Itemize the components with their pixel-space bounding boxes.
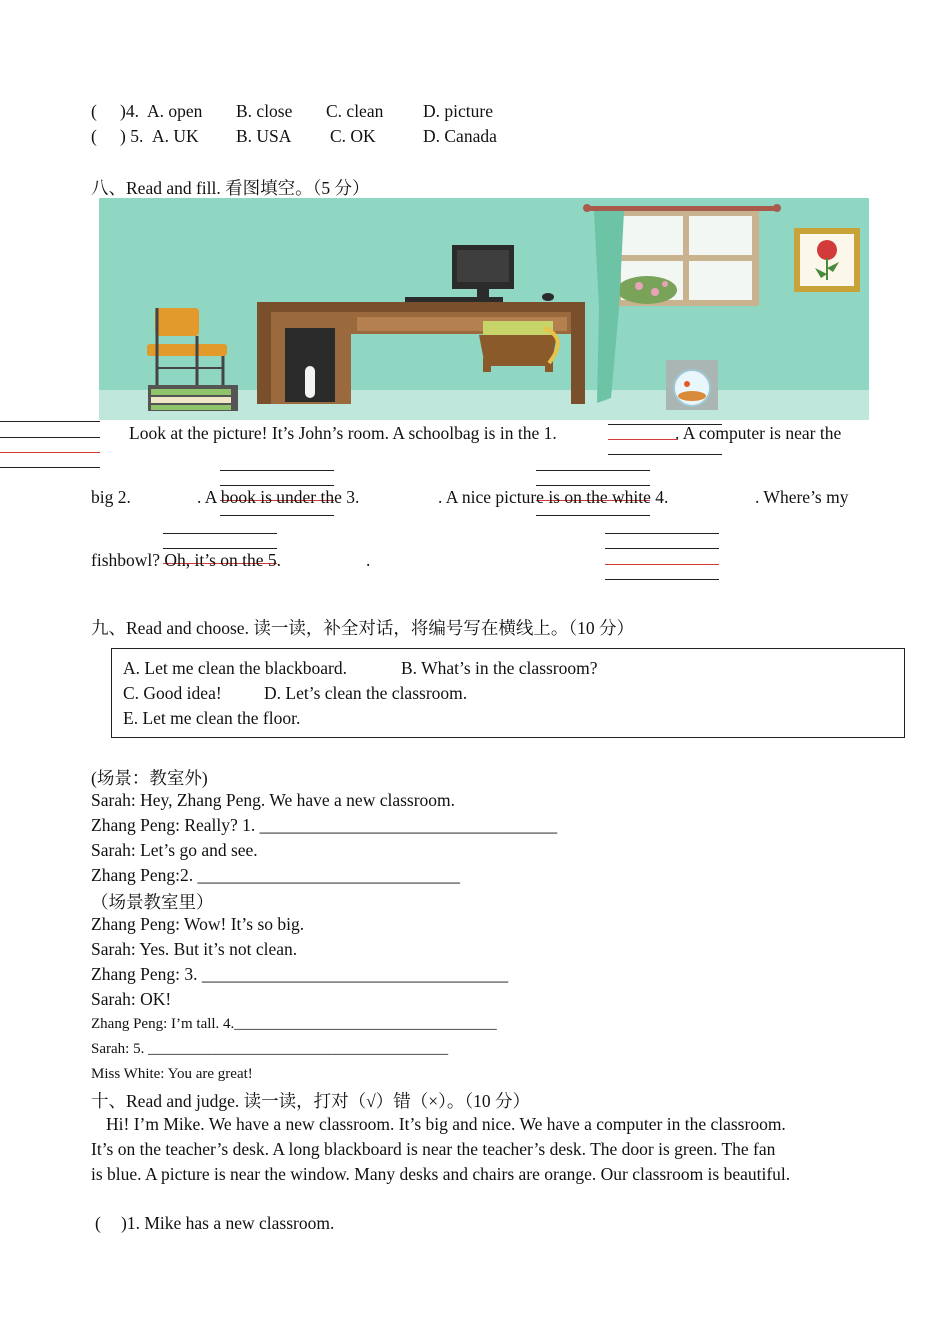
q4-option-b: B. close	[236, 101, 293, 121]
q5-paren: (	[91, 126, 97, 146]
section9-heading: 九、Read and choose. 读一读，补全对话，将编号写在横线上。（10 分）	[91, 618, 634, 638]
passage-line-3: is blue. A picture is near the window. Many desks and chairs are orange. Our classroom is beautiful.	[91, 1164, 791, 1184]
dialog-line: Sarah: Hey, Zhang Peng. We have a new classroom.	[91, 790, 456, 810]
dialog-line: Miss White: You are great!	[91, 1066, 253, 1082]
dialog-line: Zhang Peng: I’m tall. 4.___________________________________	[91, 1016, 497, 1032]
dialog-line: Sarah: OK!	[91, 989, 172, 1009]
option-a: A. Let me clean the blackboard.	[123, 658, 347, 678]
judge-q1-paren: (	[95, 1213, 101, 1233]
room-illustration	[99, 198, 869, 420]
section8-heading: 八、Read and fill. 看图填空。（5 分）	[91, 178, 370, 198]
option-c: C. Good idea!	[123, 683, 222, 703]
books	[148, 385, 238, 411]
q5-option-c: C. OK	[330, 126, 376, 146]
dialog-line: Zhang Peng:2. ______________________________	[91, 865, 460, 885]
fill-para-line1b: . A computer is near the	[675, 423, 842, 443]
section10-heading: 十、Read and judge. 读一读，打对（√）错（×）。（10 分）	[91, 1091, 530, 1111]
option-b: B. What’s in the classroom?	[401, 658, 598, 678]
fill-para-line2b: . A book is under the 3.	[197, 487, 360, 507]
q4-paren: (	[91, 101, 97, 121]
dialog-line: Zhang Peng: Wow! It’s so big.	[91, 914, 305, 934]
dialog-line: Sarah: Yes. But it’s not clean.	[91, 939, 298, 959]
wall-picture	[794, 228, 860, 292]
q5-option-b: B. USA	[236, 126, 292, 146]
q4-option-a: A. open	[147, 101, 203, 121]
fill-para-line3a: fishbowl? Oh, it’s on the 5.	[91, 550, 282, 570]
passage-line-1: Hi! I’m Mike. We have a new classroom. It’s big and nice. We have a computer in the classroom.	[106, 1114, 786, 1134]
q4-option-c: C. clean	[326, 101, 384, 121]
option-e: E. Let me clean the floor.	[123, 708, 301, 728]
fill-para-line2d: . Where’s my	[755, 487, 849, 507]
dialog-line: (场景：教室外)	[91, 768, 208, 788]
fill-para-line3b: .	[366, 550, 371, 570]
passage-line-2: It’s on the teacher’s desk. A long blackboard is near the teacher’s desk. The door is green. The fan	[91, 1139, 776, 1159]
dialog-line: （场景教室里）	[91, 892, 214, 912]
dialog-line: Zhang Peng: Really? 1. __________________________________	[91, 815, 558, 835]
dialog-line: Zhang Peng: 3. ___________________________________	[91, 964, 509, 984]
dialog-line: Sarah: Let’s go and see.	[91, 840, 258, 860]
q5-number: ) 5.	[120, 126, 144, 146]
q4-option-d: D. picture	[423, 101, 493, 121]
judge-q1: )1. Mike has a new classroom.	[121, 1213, 335, 1233]
q5-option-a: A. UK	[152, 126, 199, 146]
fill-para-line2c: . A nice picture is on the white 4.	[438, 487, 669, 507]
fill-para-line2a: big 2.	[91, 487, 131, 507]
dialog-line: Sarah: 5. ________________________________________	[91, 1041, 449, 1057]
schoolbag	[479, 321, 558, 372]
option-d: D. Let’s clean the classroom.	[264, 683, 468, 703]
fill-para-line1a: Look at the picture! It’s John’s room. A schoolbag is in the 1.	[129, 423, 557, 443]
fishbowl	[666, 360, 718, 410]
q5-option-d: D. Canada	[423, 126, 497, 146]
q4-number: )4.	[120, 101, 139, 121]
